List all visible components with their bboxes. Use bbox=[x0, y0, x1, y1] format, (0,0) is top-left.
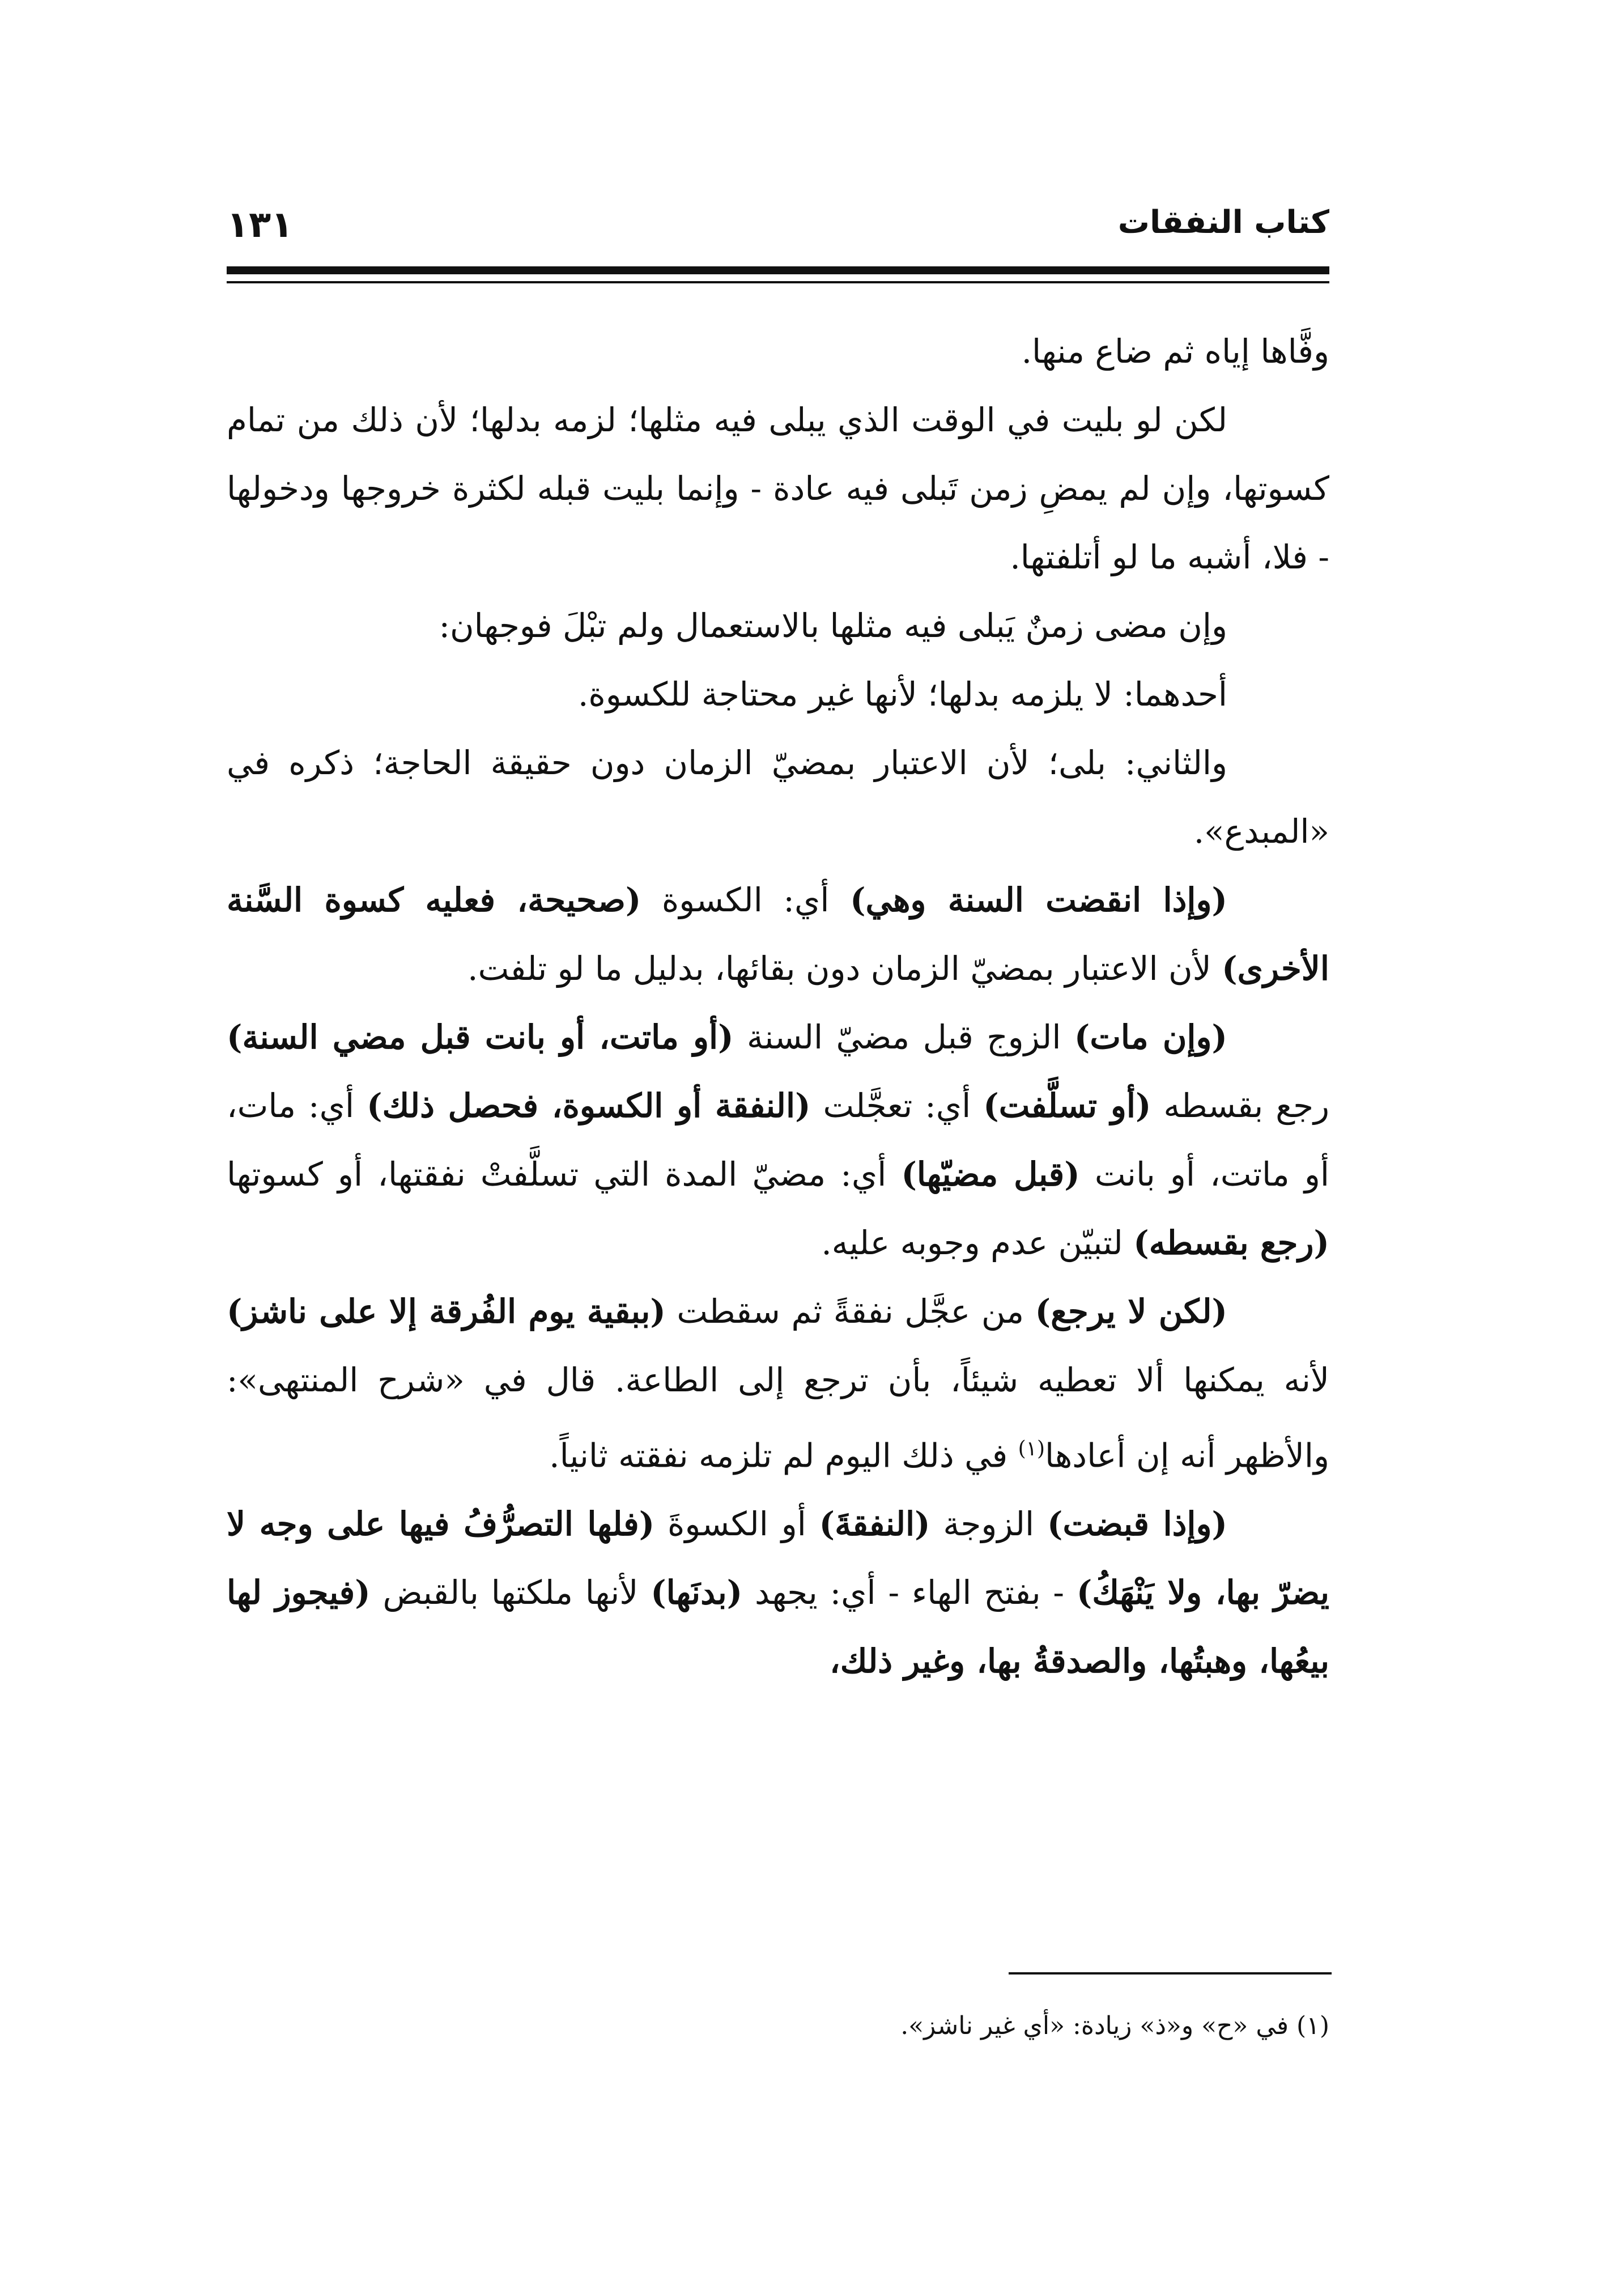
sharh-text: أي: مات، أو ماتت، أو بانت bbox=[227, 1086, 1329, 1194]
sharh-text: أي: تعجَّلت bbox=[810, 1086, 984, 1125]
matn-text: (أو ماتت، أو بانت قبل مضي السنة) bbox=[227, 1018, 734, 1056]
paragraph-2: لكن لو بليت في الوقت الذي يبلى فيه مثلها؛ لزمه بدلها؛ لأن ذلك من تمام كسوتها، وإن لم يمضِ زمن تَبلى فيه عادة - وإنما بليت قبله لكثرة خروجها ودخولها - فلا، أشبه ما لو أتلفتها. bbox=[227, 401, 1329, 576]
matn-text: (ببقية يوم الفُرقة إلا على ناشز) bbox=[227, 1292, 666, 1331]
sharh-text: رجع بقسطه bbox=[1151, 1086, 1330, 1125]
paragraph-7 bbox=[227, 1003, 1329, 1277]
matn-text: (صحيحة، فعليه كسوة السَّنة الأخرى) bbox=[227, 881, 1329, 988]
matn-text: (النفقةَ) bbox=[819, 1505, 930, 1544]
matn-text: (وإذا انقضت السنة وهي) bbox=[850, 881, 1227, 919]
running-title: كتاب النفقات bbox=[1117, 204, 1329, 241]
matn-text: (رجع بقسطه) bbox=[1133, 1224, 1329, 1262]
sharh-text: لأنها ملكتها بالقبض bbox=[370, 1573, 651, 1612]
sharh-text: لتبيّن عدم وجوبه عليه. bbox=[821, 1224, 1134, 1262]
sharh-text: لأنه يمكنها ألا تعطيه شيئاً، بأن ترجع إلى الطاعة. قال في «شرح المنتهى»: والأظهر أنه إن أعادها bbox=[227, 1361, 1329, 1475]
matn-text: (وإن مات) bbox=[1074, 1018, 1228, 1056]
paragraph-1: وفَّاها إياه ثم ضاع منها. bbox=[1021, 332, 1329, 371]
paragraph-9 bbox=[227, 1490, 1329, 1696]
matn-text: (أو تسلَّفت) bbox=[983, 1086, 1151, 1125]
sharh-text: الزوج قبل مضيّ السنة bbox=[733, 1018, 1074, 1056]
matn-text: (بدنَها) bbox=[651, 1573, 743, 1612]
header-rule-thin bbox=[227, 281, 1329, 283]
paragraph-5: والثاني: بلى؛ لأن الاعتبار بمضيّ الزمان دون حقيقة الحاجة؛ ذكره في «المبدع». bbox=[227, 744, 1329, 851]
matn-text: (قبل مضيّها) bbox=[901, 1155, 1080, 1194]
page-header bbox=[227, 198, 1329, 255]
sharh-text: في ذلك اليوم لم تلزمه نفقته ثانياً. bbox=[549, 1436, 1018, 1475]
matn-text: (فلها التصرُّفُ فيها على وجه لا يضرّ بها، ولا يَنْهَكُ) bbox=[227, 1505, 1330, 1612]
matn-text: (النفقة أو الكسوة، فحصل ذلك) bbox=[367, 1086, 811, 1125]
paragraph-4: أحدهما: لا يلزمه بدلها؛ لأنها غير محتاجة للكسوة. bbox=[577, 675, 1227, 714]
sharh-text: أي: الكسوة bbox=[641, 881, 851, 919]
sharh-text: - بفتح الهاء - أي: يجهد bbox=[742, 1573, 1077, 1612]
footnote-reference[interactable]: (١) bbox=[1018, 1437, 1045, 1460]
matn-text: (لكن لا يرجع) bbox=[1035, 1292, 1227, 1331]
footnote-separator bbox=[1009, 1972, 1332, 1974]
sharh-text: أو الكسوةَ bbox=[654, 1505, 819, 1544]
sharh-text: من عجَّل نفقةً ثم سقطت bbox=[665, 1292, 1035, 1331]
matn-text: (فيجوز لها بيعُها، وهبتُها، والصدقةُ بها، وغير ذلك، bbox=[227, 1573, 1329, 1681]
sharh-text: الزوجة bbox=[930, 1505, 1047, 1544]
matn-text: (وإذا قبضت) bbox=[1047, 1505, 1227, 1544]
sharh-text: أي: مضيّ المدة التي تسلَّفتْ نفقتها، أو كسوتها bbox=[227, 1155, 902, 1194]
footnote-1: (١) في «ح» و«ذ» زيادة: «أي غير ناشز». bbox=[900, 2011, 1329, 2040]
page-number: ١٣١ bbox=[227, 204, 294, 246]
paragraph-3: وإن مضى زمنٌ يَبلى فيه مثلها بالاستعمال ولم تبْلَ فوجهان: bbox=[439, 606, 1227, 645]
paragraph-8 bbox=[227, 1277, 1329, 1490]
header-rule-thick bbox=[227, 266, 1329, 274]
paragraph-6 bbox=[227, 866, 1329, 1003]
page-body bbox=[227, 317, 1329, 1696]
sharh-text: لأن الاعتبار بمضيّ الزمان دون بقائها، بدليل ما لو تلفت. bbox=[467, 949, 1222, 988]
